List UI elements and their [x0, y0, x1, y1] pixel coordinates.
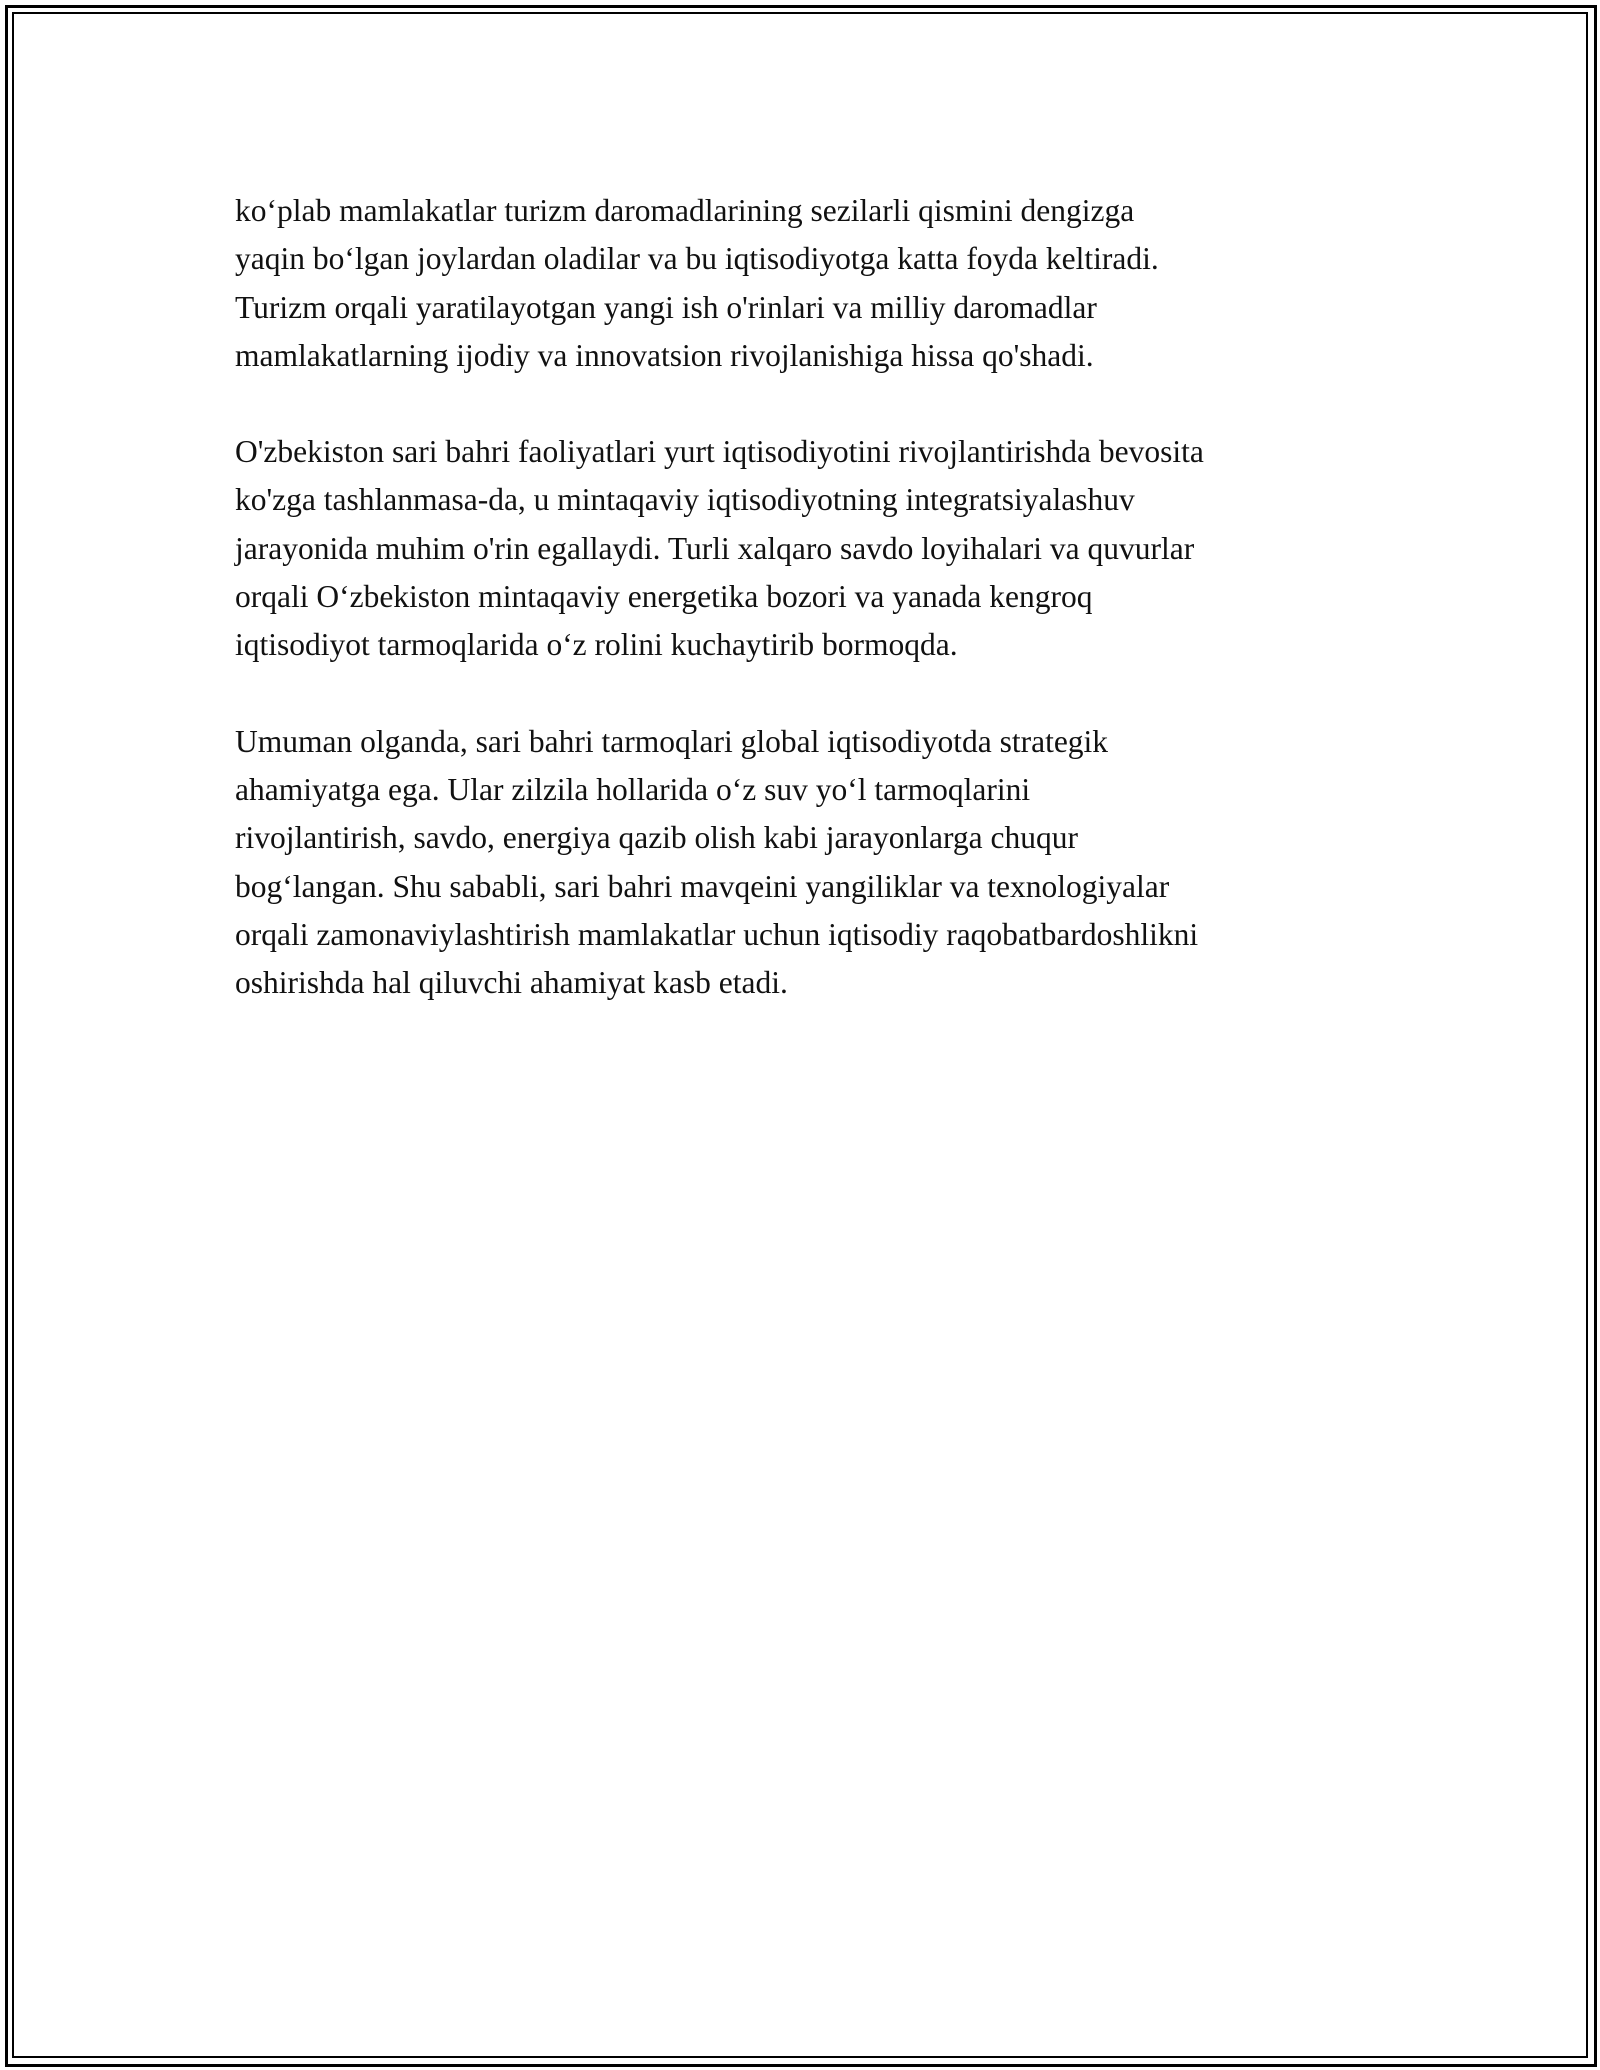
paragraph-tourism: ko‘plab mamlakatlar turizm daromadlarining sezilarli qismini dengizga yaqin bo‘lgan joylardan oladilar va bu iqtisodiyotga katta foyda keltiradi. Turizm orqali yaratilayotgan yangi ish o'rinlari va milliy daromadlar mamlakatlarning ijodiy va innovatsion rivojlanishiga hissa qo'shadi. — [235, 193, 1159, 373]
document-body — [235, 187, 1370, 1055]
paragraph-uzbekistan: O'zbekiston sari bahri faoliyatlari yurt iqtisodiyotini rivojlantirishda bevosita ko'zga tashlanmasa-da, u mintaqaviy iqtisodiyotning integratsiyalashuv jarayonida muhim o'rin egallaydi. Turli xalqaro savdo loyihalari va quvurlar orqali O‘zbekiston mintaqaviy energetika bozori va yanada kengroq iqtisodiyot tarmoqlarida o‘z rolini kuchaytirib bormoqda. — [235, 434, 1204, 663]
paragraph-conclusion: Umuman olganda, sari bahri tarmoqlari global iqtisodiyotda strategik ahamiyatga ega. Ular zilzila hollarida o‘z suv yo‘l tarmoqlarini rivojlantirish, savdo, energiya qazib olish kabi jarayonlarga chuqur bog‘langan. Shu sababli, sari bahri mavqeini yangiliklar va texnologiyalar orqali zamonaviylashtirish mamlakatlar uchun iqtisodiy raqobatbardoshlikni oshirishda hal qiluvchi ahamiyat kasb etadi. — [235, 723, 1199, 1001]
